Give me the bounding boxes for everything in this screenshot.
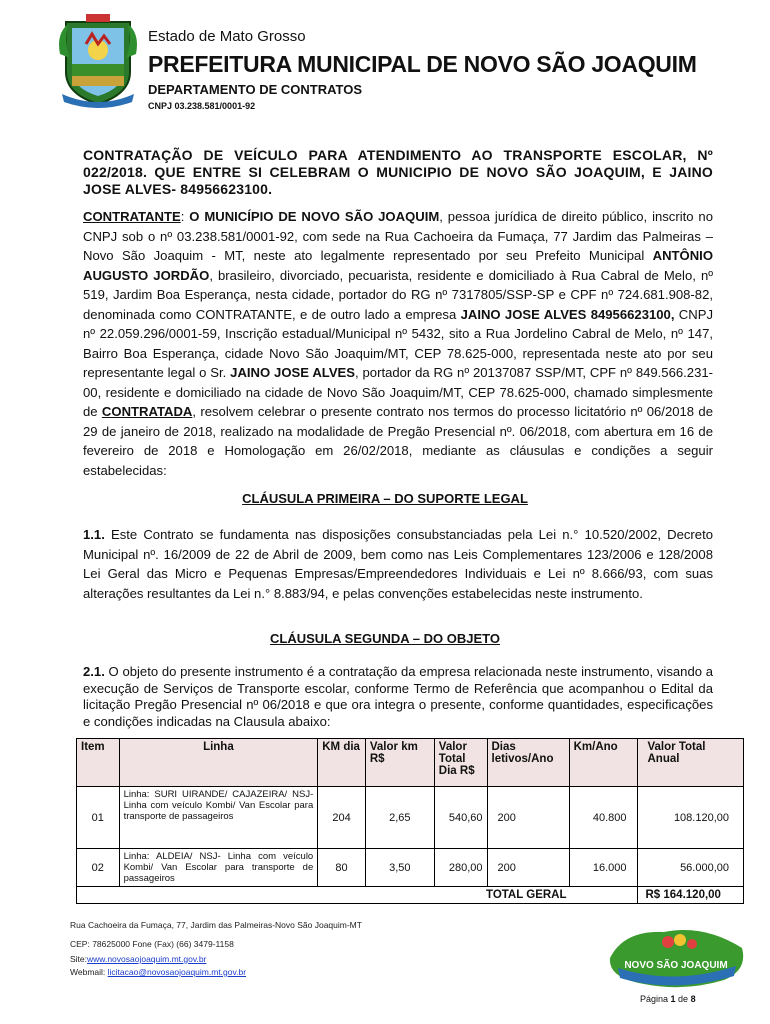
table-header-row bbox=[77, 739, 744, 787]
clause1-number: 1.1. bbox=[83, 527, 105, 542]
col-header-total-anual: Valor Total Anual bbox=[637, 739, 744, 787]
contract-title: CONTRATAÇÃO DE VEÍCULO PARA ATENDIMENTO AO TRANSPORTE ESCOLAR, Nº 022/2018. QUE ENTRE SI CELEBRAM O MUNICIPIO DE NOVO SÃO JOAQUIM, E JAINO JOSE ALVES- 84956623100. bbox=[83, 147, 713, 197]
clause2-heading: CLÁUSULA SEGUNDA – DO OBJETO bbox=[270, 631, 500, 646]
footer-site-label: Site: bbox=[70, 954, 88, 964]
page-number bbox=[640, 994, 696, 1004]
clause2-number: 2.1. bbox=[83, 664, 105, 679]
cell-total-anual: 108.120,00 bbox=[637, 787, 744, 849]
footer-webmail-line bbox=[70, 967, 246, 977]
header-department: DEPARTAMENTO DE CONTRATOS bbox=[148, 82, 363, 97]
footer-site-link[interactable]: www.novosaojoaquim.mt.gov.br bbox=[87, 954, 207, 964]
coat-of-arms-logo bbox=[56, 14, 140, 110]
clause1-heading: CLÁUSULA PRIMEIRA – DO SUPORTE LEGAL bbox=[242, 491, 528, 506]
footer-logo-text: NOVO SÃO JOAQUIM bbox=[624, 960, 728, 971]
col-header-linha: Linha bbox=[119, 739, 318, 787]
clause2-paragraph bbox=[83, 664, 713, 730]
footer-phone: CEP: 78625000 Fone (Fax) (66) 3479-1158 bbox=[70, 939, 234, 949]
table-row bbox=[77, 787, 744, 849]
total-label: TOTAL GERAL bbox=[77, 887, 638, 904]
page-current: 1 bbox=[670, 994, 676, 1004]
cell-item: 02 bbox=[77, 849, 120, 887]
header-prefeitura: PREFEITURA MUNICIPAL DE NOVO SÃO JOAQUIM bbox=[148, 51, 697, 77]
page-total: 8 bbox=[690, 994, 696, 1004]
cell-dias: 200 bbox=[487, 849, 569, 887]
cell-total-dia: 280,00 bbox=[434, 849, 487, 887]
col-header-km-dia: KM dia bbox=[318, 739, 366, 787]
cell-km-dia: 204 bbox=[318, 787, 366, 849]
cell-km-ano: 16.000 bbox=[569, 849, 637, 887]
preamble-bold: JAINO JOSE ALVES 84956623100, bbox=[460, 306, 675, 322]
contratante-label: CONTRATANTE bbox=[83, 209, 181, 224]
cell-linha: Linha: SURI UIRANDE/ CAJAZEIRA/ NSJ- Linha com veículo Kombi/ Van Escolar para transporte de passageiros bbox=[119, 787, 318, 849]
preamble-text: , resolvem celebrar o presente contrato nos termos do processo licitatório nº 06/2018 de 29 de janeiro de 2018, realizado na modalidade de Pregão Presencial nº. 06/2018, com abertura em 16 de fevereiro de 2018 e Homologação em 26/02/2018, mediante as cláusulas e condições a seguir estabelecidas: bbox=[83, 404, 713, 478]
clause1-paragraph bbox=[83, 525, 713, 603]
footer-webmail-label: Webmail: bbox=[70, 967, 108, 977]
cell-linha: Linha: ALDEIA/ NSJ- Linha com veículo Kombi/ Van Escolar para transporte de passageiros bbox=[119, 849, 318, 887]
col-header-valor-km: Valor km R$ bbox=[365, 739, 434, 787]
header-cnpj: CNPJ 03.238.581/0001-92 bbox=[148, 101, 256, 111]
total-value: R$ 164.120,00 bbox=[637, 887, 744, 904]
cell-total-dia: 540,60 bbox=[434, 787, 487, 849]
preamble-paragraph bbox=[83, 207, 713, 480]
footer-municipality-logo bbox=[604, 918, 750, 992]
col-header-item: Item bbox=[77, 739, 120, 787]
table-row bbox=[77, 849, 744, 887]
preamble-text: , pessoa jurídica de direito público, inscrito no CNPJ sob o nº 03.238.581/0001-92, com sede na Rua Cachoeira da Fumaça, 77 Jardim das Palmeiras – Novo São Joaquim - MT, neste ato legalmente representado por seu Prefeito Municipal bbox=[83, 209, 713, 263]
page-mid: de bbox=[675, 994, 691, 1004]
cell-valor-km: 3,50 bbox=[365, 849, 434, 887]
contratada-label: CONTRATADA bbox=[101, 404, 193, 419]
col-header-dias: Dias letivos/Ano bbox=[487, 739, 569, 787]
page-prefix: Página bbox=[640, 994, 671, 1004]
cell-km-ano: 40.800 bbox=[569, 787, 637, 849]
object-table bbox=[76, 738, 744, 904]
preamble-text: CNPJ nº 22.059.296/0001-59, Inscrição estadual/Municipal nº 5432, sito a Rua Jordelino Cabral de Melo, nº 147, Bairro Boa Esperança, cidade Novo São Joaquim/MT, CEP 78.625-000, representada neste ato por seu representante legal o Sr. bbox=[83, 306, 713, 380]
preamble-bold: O MUNICÍPIO DE NOVO SÃO JOAQUIM bbox=[189, 209, 440, 224]
cell-total-anual: 56.000,00 bbox=[637, 849, 744, 887]
total-row bbox=[77, 887, 744, 904]
cell-km-dia: 80 bbox=[318, 849, 366, 887]
clause1-text: Este Contrato se fundamenta nas disposições consubstanciadas pela Lei n.° 10.520/2002, Decreto Municipal nº. 16/2009 de 22 de Abril de 2009, bem como nas Leis Complementares 123/2006 e 128/2008 Lei Geral das Micro e Pequenas Empresas/Empreendedores Individuais e Lei nº 8.666/93, com suas alterações resultantes da Lei n.° 8.883/94, e pelas convenções estabelecidas neste instrumento. bbox=[83, 527, 713, 601]
preamble-text: : bbox=[180, 209, 190, 224]
preamble-bold: ANTÔNIO AUGUSTO JORDÃO bbox=[83, 248, 713, 283]
clause2-text: O objeto do presente instrumento é a contratação da empresa relacionada neste instrumento, visando a execução de Serviços de Transporte escolar, conforme Termo de Referência que acompanhou o Edital da licitação Pregão Presencial nº 06/2018 e que ora integra o presente, conforme quantidades, especificações e condições indicadas na Clausula abaixo: bbox=[83, 664, 713, 729]
cell-dias: 200 bbox=[487, 787, 569, 849]
footer-address: Rua Cachoeira da Fumaça, 77, Jardim das Palmeiras-Novo São Joaquim-MT bbox=[70, 920, 362, 930]
col-header-km-ano: Km/Ano bbox=[569, 739, 637, 787]
cell-valor-km: 2,65 bbox=[365, 787, 434, 849]
col-header-total-dia: Valor Total Dia R$ bbox=[434, 739, 487, 787]
header-state: Estado de Mato Grosso bbox=[148, 28, 306, 45]
footer-site-line bbox=[70, 954, 206, 964]
preamble-bold: JAINO JOSE ALVES bbox=[230, 365, 356, 380]
preamble-text: , brasileiro, divorciado, pecuarista, residente e domiciliado à Rua Cabral de Melo, nº 519, Jardim Boa Esperança, nesta cidade, portador do RG nº 7317805/SSP-SP e CPF nº 724.681.908-82, denominada como CONTRATANTE, e de outro lado a empresa bbox=[83, 267, 714, 322]
preamble-text: , portador da RG nº 20137087 SSP/MT, CPF nº 849.566.231-00, residente e domiciliado na cidade de Novo São Joaquim/MT, CEP 78.625-000, chamado simplesmente de bbox=[83, 365, 713, 419]
cell-item: 01 bbox=[77, 787, 120, 849]
footer-webmail-link[interactable]: licitacao@novosaojoaquim.mt.gov.br bbox=[107, 967, 247, 977]
